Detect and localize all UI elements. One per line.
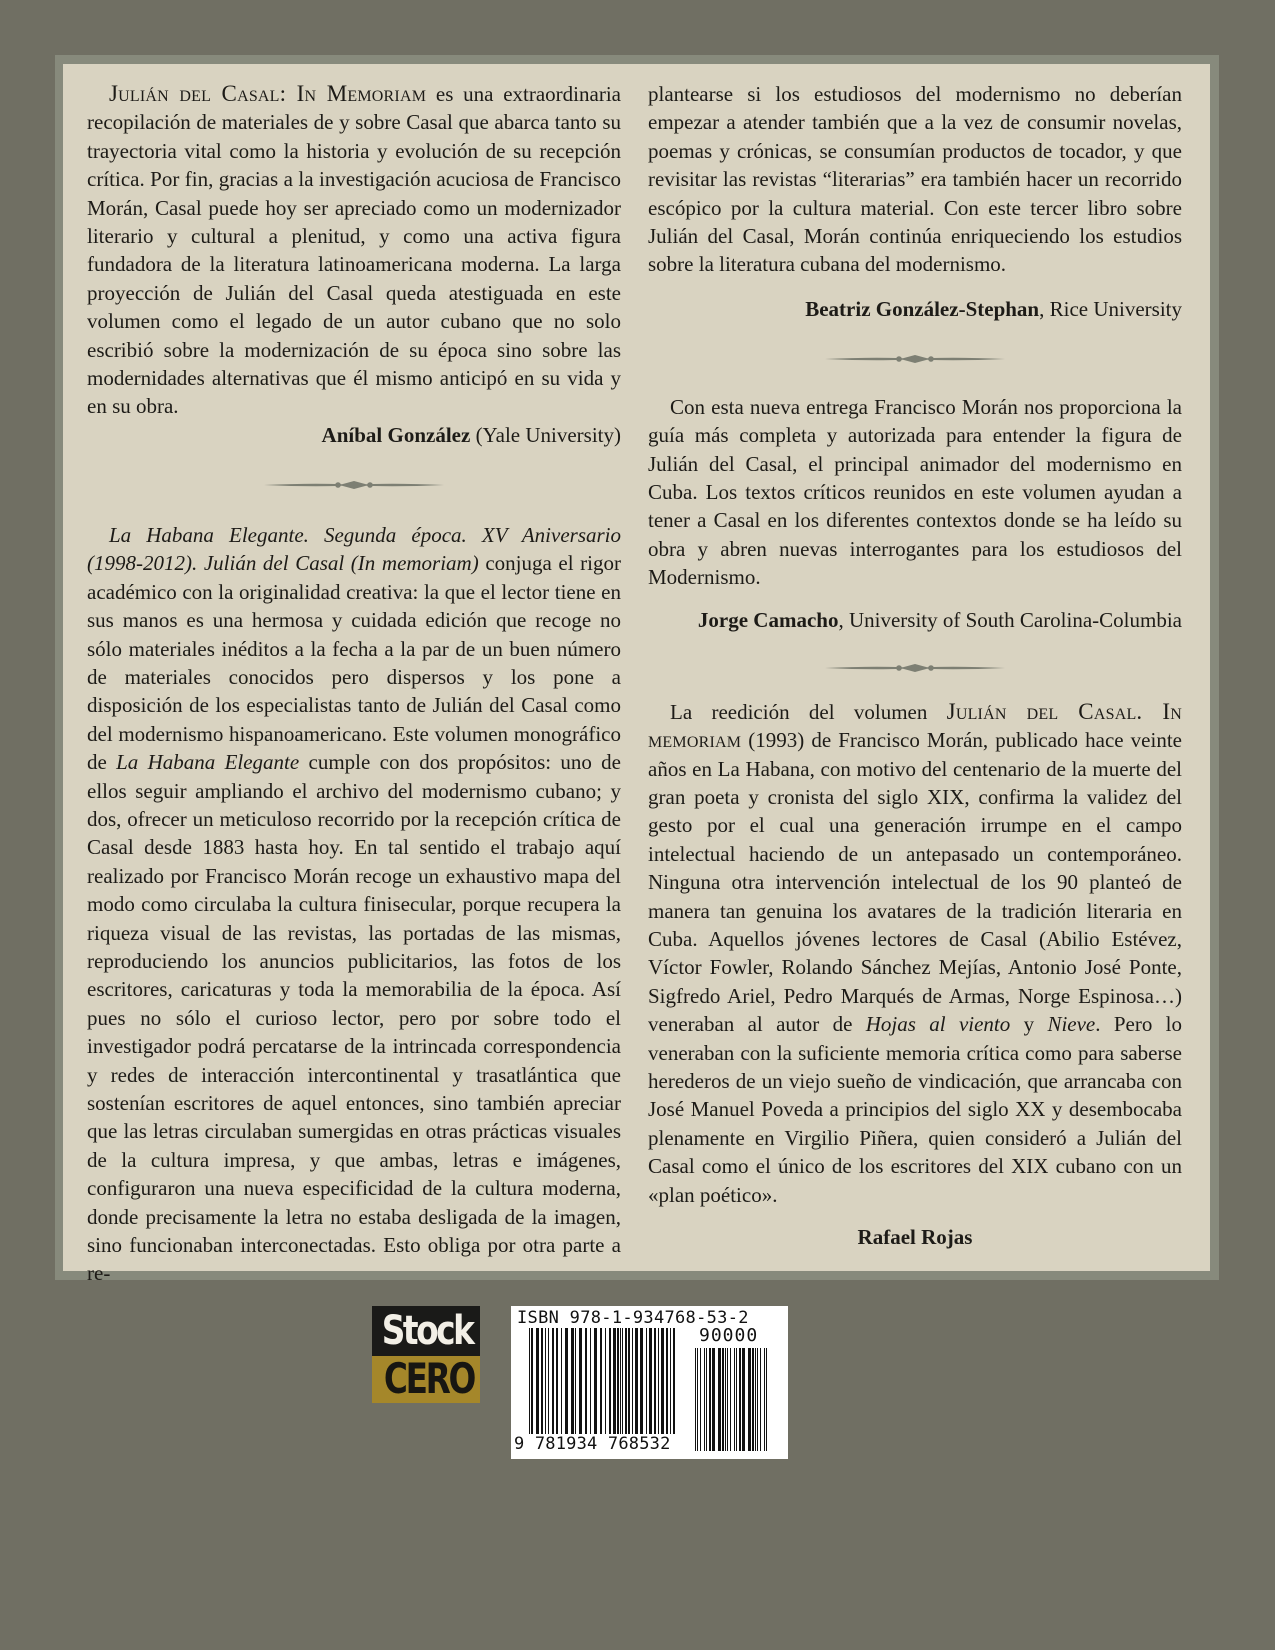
- barcode-bar: [739, 1348, 741, 1451]
- barcode-bar: [575, 1328, 576, 1434]
- blurb-rojas: [648, 698, 1182, 1209]
- signature-gonzalez: [87, 421, 621, 449]
- signature-camacho: [648, 606, 1182, 634]
- barcode-bar: [734, 1348, 735, 1451]
- isbn-barcode: [511, 1306, 788, 1459]
- barcode-bar: [561, 1328, 562, 1434]
- barcode-bar: [764, 1348, 765, 1451]
- ornament-divider: [825, 353, 1005, 365]
- barcode-bar: [755, 1348, 756, 1451]
- signature-affiliation: , University of South Carolina-Columbia: [838, 607, 1182, 632]
- barcode-bar: [531, 1328, 533, 1434]
- barcode-bar: [673, 1328, 675, 1434]
- barcode-ean-number: 9 781934 768532: [514, 1434, 671, 1454]
- barcode-bar: [695, 1348, 696, 1451]
- barcode-bar: [654, 1328, 656, 1434]
- barcode-bar: [622, 1328, 623, 1434]
- barcode-bar: [706, 1348, 707, 1451]
- ornament-divider: [264, 479, 444, 491]
- signature-rojas: [648, 1223, 1182, 1251]
- barcode-bar: [617, 1328, 619, 1434]
- barcode-bar: [632, 1328, 633, 1434]
- barcode-bar: [725, 1348, 726, 1451]
- barcode-bar: [590, 1328, 591, 1434]
- barcode-bar: [766, 1348, 767, 1451]
- signature-name: Jorge Camacho: [697, 607, 839, 632]
- signature-name: Rafael Rojas: [857, 1225, 973, 1249]
- barcode-bar: [752, 1348, 754, 1451]
- signature-affiliation: (Yale University): [470, 422, 621, 447]
- barcode-bar: [536, 1328, 539, 1434]
- barcode-bar: [565, 1328, 568, 1434]
- ornament-divider: [825, 662, 1005, 674]
- italic-title: Nieve: [1047, 1012, 1096, 1037]
- barcode-bar: [760, 1348, 761, 1451]
- barcode-bar: [541, 1328, 543, 1434]
- barcode-bar: [609, 1328, 611, 1434]
- barcode-bar: [625, 1328, 627, 1434]
- barcode-bar: [748, 1348, 751, 1451]
- book-title: Julián del Casal. In memoriam: [648, 698, 1183, 753]
- book-title: Julián del Casal: In Memoriam: [109, 81, 427, 106]
- barcode-bar: [548, 1328, 549, 1434]
- barcode-bar: [658, 1328, 659, 1434]
- barcode-bar: [670, 1328, 671, 1434]
- barcode-bar: [552, 1328, 554, 1434]
- isbn-label: ISBN 978-1-934768-53-2: [517, 1308, 749, 1328]
- barcode-bar: [697, 1348, 698, 1451]
- logo-line-cero: CERO: [383, 1354, 475, 1403]
- italic-title: Hojas al viento: [865, 1012, 1011, 1037]
- barcode-bar: [620, 1328, 621, 1434]
- barcode-bar: [594, 1328, 597, 1434]
- signature-affiliation: , Rice University: [1039, 296, 1182, 321]
- publisher-logo: [372, 1306, 480, 1403]
- barcode-bar: [640, 1328, 643, 1434]
- barcode-bar: [666, 1328, 668, 1434]
- barcode-bar: [722, 1348, 724, 1451]
- right-column: [648, 80, 1182, 1251]
- barcode-bar: [628, 1328, 630, 1434]
- barcode-bar: [704, 1348, 705, 1451]
- barcode-bar: [742, 1348, 745, 1451]
- barcode-bar: [585, 1328, 587, 1434]
- blurb-text: . Pero lo veneraban con la suficiente memoria crítica como para saberse herederos de un viejo sueño de vindicación, que arrancaba con José Manuel Poveda a principios del siglo XX y desembocaba plenamente en Virgilio Piñera, quien consideró a Julián del Casal como el único de los escritores del XIX cubano con un «plan poético».: [648, 1012, 1183, 1207]
- barcode-bar: [700, 1348, 701, 1451]
- blurb-camacho: Con esta nueva entrega Francisco Morán nos proporciona la guía más completa y autorizada para entender la figura de Julián del Casal, el principal animador del modernismo en Cuba. Los textos críticos reunidos en este volumen ayudan a tener a Casal en los diferentes contextos donde se ha leído su obra y abren nuevas interrogantes para los estudiosos del Modernismo.: [648, 394, 1182, 590]
- blurb-text: es una extraordinaria recopilación de materiales de y sobre Casal que abarca tanto su trayectoria vital como la historia y evolución de su recepción crítica. Por fin, gracias a la investigación acuciosa de Francisco Morán, Casal puede hoy ser apreciado como un modernizador literario y cultural a plenitud, y como una activa figura fundadora de la literatura latinoamericana moderna. La larga proyección de Julián del Casal queda atestiguada en este volumen como el legado de un autor cubano que no solo escribió sobre la modernización de su época sino sobre las modernidades alternativas que él mismo anticipó en su vida y en su obra.: [87, 82, 621, 419]
- barcode-addon-number: 90000: [699, 1325, 759, 1346]
- left-column: [87, 80, 621, 1288]
- barcode-bar: [635, 1328, 638, 1434]
- blurb-text: y: [1010, 1012, 1048, 1037]
- barcode-bar: [605, 1328, 606, 1434]
- blurb-habana-elegante: [87, 521, 621, 1288]
- barcode-bar: [712, 1348, 715, 1451]
- barcode-bar: [727, 1348, 728, 1451]
- logo-line-stock: Stock: [381, 1308, 473, 1354]
- barcode-bar: [579, 1328, 582, 1434]
- barcode-bar: [646, 1328, 647, 1434]
- italic-journal: La Habana Elegante: [116, 750, 300, 775]
- italic-title: La Habana Elegante. Segunda época. XV Aniversario (1998-2012). Julián del Casal (In memoriam): [87, 522, 621, 576]
- blurb-text: cumple con dos propósitos: uno de ellos seguir ampliando el archivo del modernismo cubano; y dos, ofrecer un meticuloso recorrido por la recepción crítica de Casal desde 1883 hasta hoy. En tal sentido el trabajo aquí realizado por Francisco Morán recoge un exhaustivo mapa del modo como circulaba la cultura finisecular, porque recupera la riqueza visual de las revistas, las portadas de las mismas, reproduciendo los anuncios publicitarios, las fotos de los escritores, caricaturas y toda la memorabilia de la época. Así pues no sólo el curioso lector, pero por sobre todo el investigador podrá percatarse de la intrincada correspondencia y redes de interacción intercontinental y trasatlántica que sostenían escritores de aquel entonces, sino también apreciar que las letras circulaban sumergidas en otras prácticas visuales de la cultura impresa, y que ambas, letras e imágenes, configuraron una nueva especificidad de la cultura moderna, donde precisamente la letra no estaba desligada de la imagen, sino funcionaban interconectadas. Esto obliga por otra parte a re-: [87, 750, 621, 1286]
- barcode-bar: [613, 1328, 616, 1434]
- signature-name: Beatriz González-Stephan: [805, 296, 1040, 321]
- blurb-text: (1993) de Francisco Morán, publicado hace veinte años en La Habana, con motivo del centenario de la muerte del gran poeta y cronista del siglo XIX, confirma la validez del gesto por el cual una generación irrumpe en el campo intelectual haciendo de un antepasado un contemporáneo. Ninguna otra intervención intelectual de los 90 planteó de manera tan genuina los avatares de la tradición literaria en Cuba. Aquellos jóvenes lectores de Casal (Abilio Estévez, Víctor Fowler, Rolando Sánchez Mejías, Antonio José Ponte, Sigfredo Ariel, Pedro Marqués de Armas, Norge Espinosa…) veneraban al autor de: [648, 728, 1182, 1037]
- barcode-bar: [757, 1348, 758, 1451]
- barcode-bar: [736, 1348, 737, 1451]
- blurb-text: conjuga el rigor académico con la originalidad creativa: la que el lector tiene en sus manos es una hermosa y cuidada edición que recoge no sólo materiales inéditos a la fecha a la par de un buen número de materiales conocidos pero dispersos y los pone a disposición de los especialistas tanto de Julián del Casal como del modernismo hispanoamericano. Este volumen monográfico de: [87, 551, 622, 775]
- blurb-gonzalez: [87, 80, 621, 421]
- signature-gonzalez-stephan: [648, 295, 1182, 323]
- barcode-bar: [649, 1328, 652, 1434]
- blurb-continuation: plantearse si los estudiosos del modernismo no deberían empezar a atender también que a la vez de consumir novelas, poemas y crónicas, se consumían productos de tocador, y que revisitar las revistas “literarias” era también hacer un recorrido escópico por la cultura material. Con este tercer libro sobre Julián del Casal, Morán continúa enriqueciendo los estudios sobre la literatura cubana del modernismo.: [648, 82, 1182, 277]
- barcode-bar: [600, 1328, 602, 1434]
- barcode-bar: [730, 1348, 731, 1451]
- signature-name: Aníbal González: [321, 422, 471, 447]
- blurb-text: La reedición del volumen: [670, 699, 947, 724]
- barcode-bar: [529, 1328, 530, 1434]
- barcode-bar: [545, 1328, 546, 1434]
- barcode-bar: [556, 1328, 558, 1434]
- barcode-bar: [571, 1328, 574, 1434]
- barcode-bar: [718, 1348, 721, 1451]
- barcode-bar: [709, 1348, 711, 1451]
- barcode-bar: [661, 1328, 664, 1434]
